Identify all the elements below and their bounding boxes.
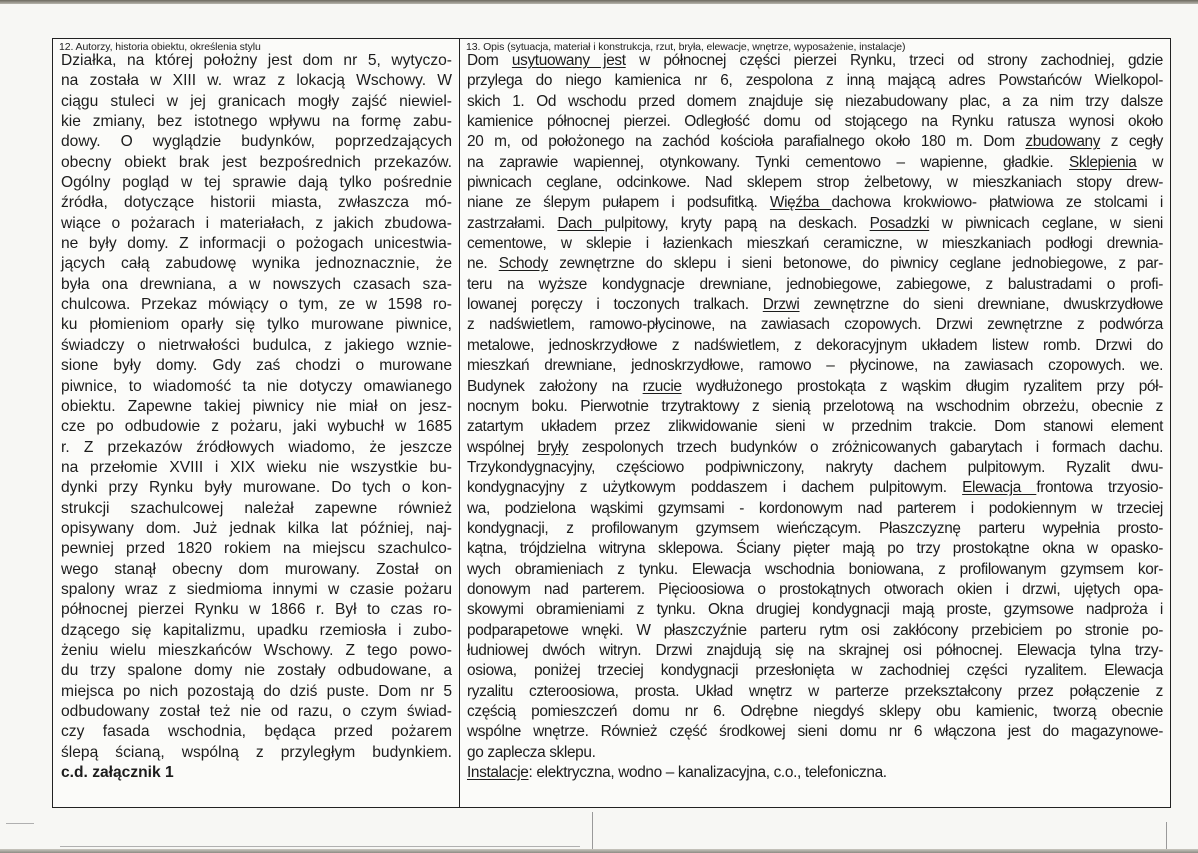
text-segment: dachowa krokwiowo- płatwiowa ze stolcami i [831, 194, 1163, 212]
description-text-line [467, 397, 1163, 417]
history-text-line: miejsca po nich pozostają do dziś puste. Dom nr 5 [61, 682, 452, 700]
text-segment: mieszkań drewniane, jednoskrzydłowe, ramowo – płycinowe, na zawiasach czopowych. we. [467, 357, 1163, 375]
text-segment: skich 1. Od wschodu przed domem znajduje się niezabudowany plac, a za nim trzy dalsze [467, 92, 1163, 110]
section-term: Sklepienia [1069, 153, 1137, 171]
text-segment: podparapetowe wnęki. W płaszczyźnie parteru rytm osi zakłócony przebiciem po stronie po- [467, 621, 1163, 639]
description-text-line [467, 743, 1163, 763]
description-text-line [467, 51, 1163, 71]
history-text-line: ciągu stuleci w jej granicach mogły zajść niewiel- [61, 92, 452, 110]
history-text-line: wiące o pożarach i materiałach, z jakich zbudowa- [61, 214, 452, 232]
text-segment: kondygnacyjny z użytkowym poddaszem i dachem pulpitowym. [467, 479, 963, 497]
text-segment: frontowa trzyosio- [1036, 479, 1163, 497]
history-cell-label: 12. Autorzy, historia obiektu, określenia stylu [59, 41, 261, 53]
scan-artifact-dash [6, 823, 34, 824]
section-term: zbudowany [1025, 133, 1101, 151]
history-text-line: obiektu. Zapewne takiej piwnicy nie miał on jesz- [61, 397, 452, 415]
text-segment: wspólnej [467, 438, 538, 456]
description-text-line [467, 112, 1163, 132]
description-text-line [467, 438, 1163, 458]
description-text-line [467, 71, 1163, 91]
scan-edge-bottom [0, 849, 1198, 853]
text-segment: kondygnacji, z profilowanym gzymsem wieńczącym. Płaszczyznę parteru wypełnia prosto- [467, 519, 1163, 537]
history-text-line: piwnice, to wiadomość ta nie dotyczy omawianego [61, 377, 452, 395]
description-text-line [467, 254, 1163, 274]
description-text-line [467, 336, 1163, 356]
text-segment: : elektryczna, wodno – kanalizacyjna, c.o., telefoniczna. [528, 764, 887, 782]
continuation-note: c.d. załącznik 1 [61, 764, 174, 782]
description-text-line [467, 722, 1163, 742]
text-segment: w północnej części pierzei Rynku, trzeci od strony zachodniej, gdzie [625, 52, 1163, 69]
description-text-line [467, 682, 1163, 702]
scan-artifact-dash [60, 846, 580, 847]
description-text-line [467, 641, 1163, 661]
description-text-line [467, 763, 1163, 783]
text-segment: ryzalitu czteroosiowa, prosta. Układ wnętrz w parterze przekształcony przez połączenie z [467, 682, 1163, 700]
text-segment: zastrzałami. [467, 214, 558, 232]
text-segment: zewnętrzne do sklepu i sieni betonowe, do piwnicy ceglane jednobiegowe, z par- [547, 255, 1163, 273]
description-text-line [467, 600, 1163, 620]
text-segment: z nadświetlem, ramowo-płycinowe, na zawiasach czopowych. Drzwi zewnętrzne z podwórza [467, 316, 1163, 334]
description-text-line [467, 702, 1163, 722]
history-text-line: dowy. O wyglądzie budynków, poprzedzających [61, 133, 452, 151]
history-text-line: dynki przy Rynku były murowane. Do tych o kon- [61, 479, 452, 497]
history-text-line: wego stanął obecny dom murowany. Został on [61, 560, 452, 578]
history-text-line: żeniu wielu mieszkańców Wschowy. Z tego powo- [61, 641, 452, 659]
history-text-line: dzącego się kapitalizmu, upadku rzemiosła i zubo- [61, 621, 452, 639]
description-text-line [467, 193, 1163, 213]
history-text-line: czy fasada wschodnia, będąca przed pożarem [61, 723, 452, 741]
history-text-line: chulcowa. Przekaz mówiący o tym, ze w 1598 ro- [61, 296, 452, 314]
history-text-line: spalony wraz z siedmioma innymi w czasie pożaru [61, 580, 452, 598]
text-segment: skowymi obramieniami z tynku. Okna drugiej kondygnacji mają proste, gzymsowe nadproża i [467, 601, 1163, 619]
history-text-line: na została w XIII w. wraz z lokacją Wschowy. W [61, 72, 452, 90]
text-segment: w piwnicach ceglane, w sieni [929, 214, 1163, 232]
history-text-line: Działka, na której położny jest dom nr 5, wytyczo- [61, 52, 452, 69]
scan-artifact-line [1166, 822, 1167, 850]
description-text-line [467, 377, 1163, 397]
section-term: Posadzki [869, 214, 930, 232]
description-text-line [467, 234, 1163, 254]
history-text-line: sione były domy. Gdy zaś chodzi o murowane [61, 357, 452, 375]
description-text-line [467, 92, 1163, 112]
section-term: Drzwi [762, 296, 800, 314]
history-cell [53, 39, 460, 807]
history-text-line: Ogólny pogląd w tej sprawie dają tylko pośrednie [61, 174, 452, 192]
description-text-line [467, 519, 1163, 539]
history-text-line: na przełomie XVIII i XIX wieku nie wszystkie bu- [61, 458, 452, 476]
description-text-line [467, 275, 1163, 295]
description-text-line [467, 417, 1163, 437]
description-text-line [467, 539, 1163, 559]
description-text-line [467, 214, 1163, 234]
text-segment: lowanej poręczy i toczonych tralkach. [467, 296, 763, 314]
text-segment: cementowe, w sklepie i łazienkach mieszkań ceramiczne, w mieszkaniach podłogi drewnia- [467, 235, 1163, 253]
history-text-line: cze po odbudowie z pożaru, jaki wybuchł w 1685 [61, 418, 452, 436]
history-text-line: świadczy o nietrwałości budulca, z jakiego wznie- [61, 336, 452, 354]
text-segment: zewnętrzne do sieni drewniane, dwuskrzydłowe [799, 296, 1163, 314]
text-segment: 20 m, od położonego na zachód kościoła parafialnego około 180 m. Dom [467, 133, 1026, 151]
text-segment: Dom [467, 52, 512, 69]
description-text-line [467, 661, 1163, 681]
scan-artifact-line [592, 812, 593, 850]
section-term: rzucie [642, 377, 682, 395]
history-text-line: źródła, dotyczące historii miasta, zwłaszcza mó- [61, 194, 452, 212]
history-text-line: kie zmiany, bez istotnego wpływu na formę zabu- [61, 113, 452, 131]
description-text-line [467, 458, 1163, 478]
text-segment: częścią pomieszczeń domu nr 6. Odrębne niegdyś sklepy obu kamienic, tworzą obecnie [467, 703, 1163, 720]
text-segment: piwnicach ceglane, odcinkowe. Nad sklepem strop żelbetowy, w mieszkaniach stopy drew- [467, 174, 1163, 192]
description-text-line [467, 478, 1163, 498]
description-text-line [467, 356, 1163, 376]
section-term: bryły [537, 438, 569, 456]
history-text [61, 51, 452, 783]
section-term: Elewacja [962, 479, 1037, 497]
text-segment: wych obramieniach z tynku. Elewacja wschodnia boniowana, z profilowanym gzymsem kor- [467, 560, 1163, 578]
section-term: Więźba [769, 194, 832, 212]
description-cell-label: 13. Opis (sytuacja, materiał i konstrukcja, rzut, bryła, elewacje, wnętrze, wyposażenie, instalacje) [466, 41, 906, 53]
text-segment: Budynek założony na [467, 377, 643, 395]
text-segment: kamienice północnej pierzei. Odległość domu od stojącego na Rynku ratusza wynosi około [467, 113, 1163, 131]
description-text-line [467, 315, 1163, 335]
text-segment: niane ze ślepym pułapem i podsufitką. [467, 194, 770, 212]
description-text-line [467, 153, 1163, 173]
text-segment: wa, podzielona wąskimi gzymsami - kordonowym nad parterem i podokiennym w trzeciej [467, 499, 1163, 517]
section-term: usytuowany jest [511, 52, 626, 69]
form-table [52, 38, 1171, 808]
description-text [467, 51, 1163, 783]
description-text-line [467, 560, 1163, 580]
text-segment: ne. [467, 255, 499, 273]
description-text-line [467, 295, 1163, 315]
history-text-line: pewniej przed 1820 rokiem na miejscu szachulco- [61, 540, 452, 558]
description-cell [460, 39, 1170, 807]
text-segment: z cegły [1100, 133, 1163, 151]
description-text-line [467, 132, 1163, 152]
section-term: Schody [498, 255, 548, 273]
history-text-line: północnej pierzei Rynku w 1866 r. Był to czas ro- [61, 601, 452, 619]
history-text-line: du trzy spalone domy nie zostały odbudowane, a [61, 662, 452, 680]
description-text-line [467, 621, 1163, 641]
text-segment: nocnym boku. Pierwotnie trzytraktowy z sienią przelotową na wschodnim obrzeżu, obecnie z [467, 397, 1163, 415]
text-segment: w [1136, 153, 1163, 171]
section-term: Instalacje [467, 764, 529, 782]
history-text-line: jących całą zabudowę wynika jednoznacznie, że [61, 255, 452, 273]
text-segment: kątna, trójdzielna witryna sklepowa. Ściany pięter mają po trzy prostokątne okna w opasko- [467, 540, 1163, 558]
text-segment: na zaprawie wapiennej, otynkowany. Tynki cementowo – wapienne, gładkie. [467, 153, 1069, 171]
history-text-line: ku płomieniom oparły się tylko murowane piwnice, [61, 316, 452, 334]
text-segment: go zaplecza sklepu. [467, 743, 596, 761]
description-text-line [467, 173, 1163, 193]
history-text-line: ślepą ścianą, wspólną z przyległym budynkiem. [61, 743, 452, 761]
history-text-line: była ona drewniana, a w nowszych czasach sza- [61, 275, 452, 293]
text-segment: Trzykondygnacyjny, częściowo podpiwniczony, nakryty dachem pulpitowym. Ryzalit dwu- [467, 458, 1163, 476]
text-segment: zespolonych trzech budynków o zróżnicowanych gabarytach i formach dachu. [568, 438, 1163, 456]
history-text-line: r. Z przekazów źródłowych wiadomo, że jeszcze [61, 438, 452, 456]
text-segment: łudniowej dwóch witryn. Drzwi znajdują się na skrajnej osi północnej. Elewacja tylna trzy- [467, 641, 1163, 659]
history-text-line: strukcji szachulcowej należał zapewne również [61, 499, 452, 517]
text-segment: przylega do niego kamienica nr 6, zespolona z inną mającą adres Powstańców Wielkopol- [467, 72, 1163, 90]
description-text-line [467, 580, 1163, 600]
text-segment: wspólne wnętrze. Również część środkowej sieni domu nr 6 włączona jest do magazynowe- [467, 723, 1163, 741]
text-segment: wydłużonego prostokąta z wąskim długim ryzalitem przy pół- [681, 377, 1163, 395]
description-text-line [467, 499, 1163, 519]
history-text-line: opisywany dom. Już jednak kilka lat później, naj- [61, 519, 452, 537]
text-segment: teru na wyższe kondygnacje drewniane, jednobiegowe, zabiegowe, z balustradami o profi- [467, 275, 1163, 293]
scan-edge-top [0, 0, 1198, 4]
text-segment: pulpitowy, kryty papą na deskach. [604, 214, 870, 232]
section-term: Dach [557, 214, 605, 232]
text-segment: donowym nad parterem. Pięcioosiowa o prostokątnych otworach okien i drzwi, ujętych opa- [467, 580, 1163, 598]
history-text-line: odbudowany został też nie od razu, o czym świad- [61, 703, 452, 720]
text-segment: zatartym układem przez zlikwidowanie sieni w przednim trakcie. Dom stanowi element [467, 418, 1163, 436]
history-text-line: ne były domy. Z informacji o pożogach unicestwia- [61, 235, 452, 253]
history-text-line: obecny obiekt brak jest bezpośrednich przekazów. [61, 153, 452, 171]
text-segment: metalowe, jednoskrzydłowe z nadświetlem, z dekoracyjnym układem listew romb. Drzwi do [467, 336, 1163, 354]
text-segment: osiowa, poniżej trzeciej kondygnacji przesłonięta w zachodniej części ryzalitem. Elewacja [467, 662, 1163, 680]
